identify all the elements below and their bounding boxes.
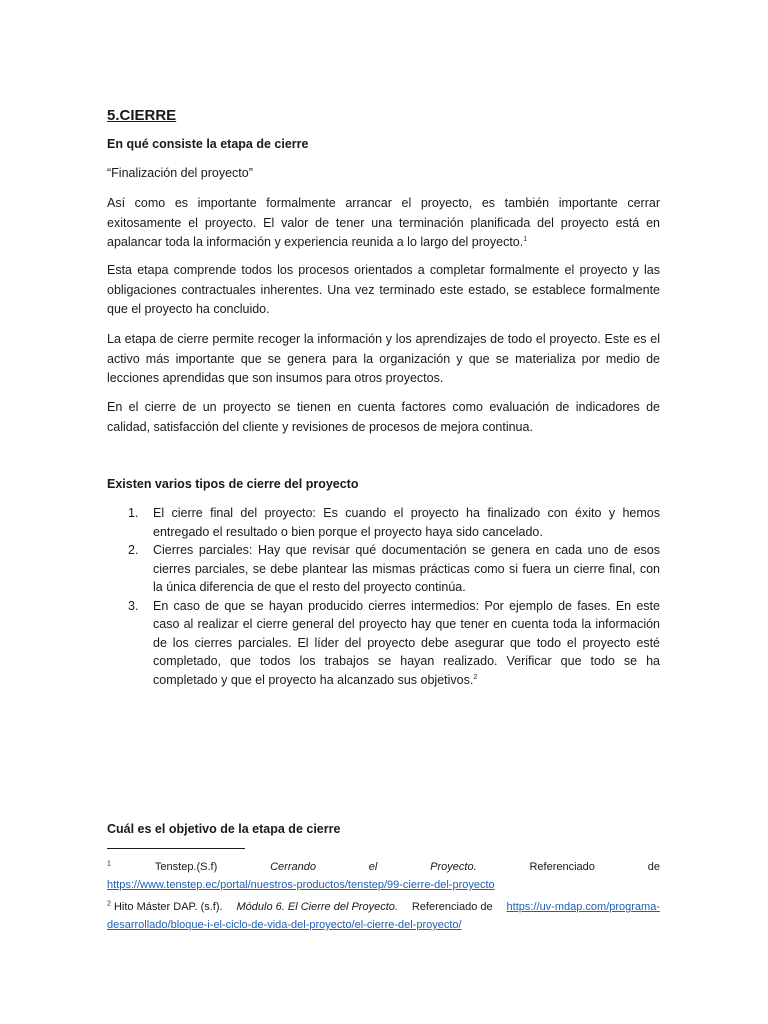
list-item-text: El cierre final del proyecto: Es cuando el proyecto ha finalizado con éxito y hemos entregado el resultado o bien porque el proyecto haya sido cancelado. — [153, 506, 660, 539]
paragraph-4: En el cierre de un proyecto se tienen en cuenta factores como evaluación de indicadores de calidad, satisfacción del cliente y revisiones de procesos de mejora continua. — [107, 400, 660, 434]
list-item — [107, 597, 660, 690]
list-item-number: 1. — [128, 506, 139, 520]
paragraph-3: La etapa de cierre permite recoger la información y los aprendizajes de todo el proyecto. Este es el activo más importante que se genera para la organización y que se materializa por medio de lecciones aprendidas que son insumos para otros proyectos. — [107, 332, 660, 385]
list-item-text: Cierres parciales: Hay que revisar qué documentación se genera en cada uno de esos cierres parciales, se debe plantear las mismas prácticas como si fuera un cierre final, con la única diferencia de que el resto del proyecto continúa. — [153, 543, 660, 594]
heading-objective: Cuál es el objetivo de la etapa de cierre — [107, 822, 341, 836]
footnote-2 — [107, 898, 660, 934]
footnote-2-link-part1[interactable]: https://uv-mdap.com/programa- — [506, 901, 660, 913]
footnote-2-label: Referenciado de — [411, 901, 493, 913]
footnote-1-label: Referenciado — [529, 861, 595, 873]
footnote-1-marker: 1 — [107, 860, 111, 868]
subheading-quote: “Finalización del proyecto” — [107, 166, 253, 180]
footnote-2-line — [107, 898, 660, 916]
paragraph-2: Esta etapa comprende todos los procesos orientados a completar formalmente el proyecto y las obligaciones contractuales inherentes. Una vez terminado este estado, se establece formalmente que el proyecto ha concluido. — [107, 263, 660, 316]
section-title: 5.CIERRE — [107, 107, 177, 124]
footnote-1-link[interactable]: https://www.tenstep.ec/portal/nuestros-productos/tenstep/99-cierre-del-proyecto — [107, 879, 495, 891]
list-item-text: En caso de que se hayan producido cierres intermedios: Por ejemplo de fases. En este caso al realizar el cierre general del proyecto hay que tener en cuenta toda la información de los cierres parciales. El líder del proyecto debe asegurar que todo el proyecto esté completado, que todos los trabajos se hayan realizado. Verificar que todo se ha completado y que el proyecto ha alcanzado sus objetivos. — [153, 598, 660, 687]
footnote-1-author: $^1$ Tenstep.(S.f) — [107, 860, 218, 873]
heading-definition: En qué consiste la etapa de cierre — [107, 137, 309, 151]
heading-types: Existen varios tipos de cierre del proyecto — [107, 477, 359, 491]
footnote-ref-1[interactable]: 1 — [523, 235, 528, 243]
types-list — [107, 504, 660, 689]
footnote-1-title-word: el — [368, 861, 378, 873]
list-item-number: 3. — [128, 598, 139, 613]
footnote-1-title-word: Proyecto. — [430, 861, 477, 873]
list-item-number: 2. — [128, 543, 139, 557]
footnote-2-author: $^2$ Hito Máster DAP. (s.f). — [107, 900, 223, 913]
list-item — [107, 541, 660, 597]
footnote-ref-2[interactable]: 2 — [473, 673, 478, 681]
footnote-separator — [107, 848, 245, 849]
footnote-2-marker: 2 — [107, 900, 111, 908]
paragraph-1-text: Así como es importante formalmente arrancar el proyecto, es también importante cerrar exitosamente el proyecto. El valor de tener una terminación planificada del proyecto está en apalancar toda la información y experiencia reunida a lo largo del proyecto. — [107, 196, 660, 249]
footnote-2-link-part2[interactable]: desarrollado/bloque-i-el-ciclo-de-vida-del-proyecto/el-cierre-del-proyecto/ — [107, 919, 462, 931]
footnote-1-connector: de — [647, 861, 660, 873]
footnote-1-line — [107, 858, 660, 876]
footnote-2-title: Módulo 6. El Cierre del Proyecto. — [236, 901, 398, 913]
footnote-1-title-word: Cerrando — [270, 861, 316, 873]
footnote-1 — [107, 858, 660, 894]
list-item — [107, 504, 660, 541]
paragraph-1 — [107, 194, 660, 253]
